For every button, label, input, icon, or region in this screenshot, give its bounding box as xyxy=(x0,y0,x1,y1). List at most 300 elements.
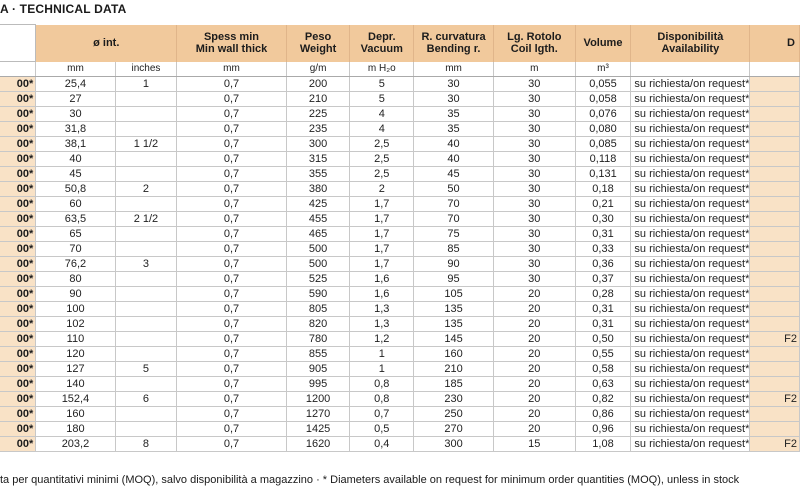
coil-length-cell: 30 xyxy=(493,227,575,242)
wall-thickness-cell: 0,7 xyxy=(177,242,287,257)
volume-cell: 0,058 xyxy=(575,92,631,107)
volume-cell: 0,50 xyxy=(575,332,631,347)
diameter-mm-cell: 100 xyxy=(36,302,115,317)
volume-cell: 0,076 xyxy=(575,107,631,122)
weight-cell: 225 xyxy=(286,107,350,122)
diameter-inches-cell xyxy=(115,107,177,122)
wall-thickness-cell: 0,7 xyxy=(177,332,287,347)
wall-thickness-cell: 0,7 xyxy=(177,422,287,437)
bending-radius-cell: 70 xyxy=(414,212,494,227)
row-code-cell: 00* xyxy=(0,437,36,452)
wall-thickness-cell: 0,7 xyxy=(177,362,287,377)
last-column-cell xyxy=(750,182,800,197)
diameter-mm-cell: 40 xyxy=(36,152,115,167)
volume-cell: 0,18 xyxy=(575,182,631,197)
bending-radius-cell: 40 xyxy=(414,152,494,167)
row-code-cell: 00* xyxy=(0,377,36,392)
table-row xyxy=(0,167,800,182)
diameter-mm-cell: 180 xyxy=(36,422,115,437)
bending-radius-cell: 185 xyxy=(414,377,494,392)
volume-cell: 0,33 xyxy=(575,242,631,257)
header-bending-radius: R. curvatura Bending r. xyxy=(414,25,494,62)
coil-length-cell: 20 xyxy=(493,407,575,422)
last-column-cell xyxy=(750,422,800,437)
weight-cell: 995 xyxy=(286,377,350,392)
weight-cell: 300 xyxy=(286,137,350,152)
bending-radius-cell: 40 xyxy=(414,137,494,152)
coil-length-cell: 30 xyxy=(493,182,575,197)
coil-length-cell: 30 xyxy=(493,167,575,182)
wall-thickness-cell: 0,7 xyxy=(177,167,287,182)
weight-cell: 1425 xyxy=(286,422,350,437)
unit-coil: m xyxy=(493,62,575,77)
weight-cell: 210 xyxy=(286,92,350,107)
table-row xyxy=(0,107,800,122)
table-row xyxy=(0,137,800,152)
availability-cell: su richiesta/on request* xyxy=(631,257,750,272)
table-row xyxy=(0,197,800,212)
vacuum-cell: 1,7 xyxy=(350,242,414,257)
table-header-row xyxy=(0,25,800,62)
volume-cell: 0,31 xyxy=(575,227,631,242)
unit-vacuum: m H₂o xyxy=(350,62,414,77)
diameter-mm-cell: 90 xyxy=(36,287,115,302)
vacuum-cell: 1,7 xyxy=(350,257,414,272)
bending-radius-cell: 160 xyxy=(414,347,494,362)
units-row xyxy=(0,62,800,77)
header-wall-thickness: Spess min Min wall thick xyxy=(177,25,287,62)
weight-cell: 1270 xyxy=(286,407,350,422)
weight-cell: 905 xyxy=(286,362,350,377)
last-column-cell xyxy=(750,137,800,152)
row-code-cell: 00* xyxy=(0,287,36,302)
weight-cell: 1200 xyxy=(286,392,350,407)
row-code-cell: 00* xyxy=(0,227,36,242)
diameter-inches-cell: 1 xyxy=(115,77,177,92)
bending-radius-cell: 50 xyxy=(414,182,494,197)
availability-cell: su richiesta/on request* xyxy=(631,347,750,362)
unit-code-blank xyxy=(0,62,36,77)
table-row xyxy=(0,362,800,377)
weight-cell: 380 xyxy=(286,182,350,197)
diameter-inches-cell xyxy=(115,227,177,242)
coil-length-cell: 30 xyxy=(493,137,575,152)
diameter-mm-cell: 31,8 xyxy=(36,122,115,137)
last-column-cell: F2 xyxy=(750,332,800,347)
vacuum-cell: 1,3 xyxy=(350,317,414,332)
wall-thickness-cell: 0,7 xyxy=(177,257,287,272)
wall-thickness-cell: 0,7 xyxy=(177,122,287,137)
last-column-cell xyxy=(750,362,800,377)
weight-cell: 455 xyxy=(286,212,350,227)
bending-radius-cell: 270 xyxy=(414,422,494,437)
diameter-mm-cell: 30 xyxy=(36,107,115,122)
availability-cell: su richiesta/on request* xyxy=(631,362,750,377)
coil-length-cell: 30 xyxy=(493,242,575,257)
wall-thickness-cell: 0,7 xyxy=(177,287,287,302)
technical-data-table xyxy=(0,24,800,452)
wall-thickness-cell: 0,7 xyxy=(177,137,287,152)
vacuum-cell: 1 xyxy=(350,347,414,362)
vacuum-cell: 1 xyxy=(350,362,414,377)
wall-thickness-cell: 0,7 xyxy=(177,152,287,167)
volume-cell: 0,82 xyxy=(575,392,631,407)
header-coil-length: Lg. Rotolo Coil lgth. xyxy=(493,25,575,62)
vacuum-cell: 4 xyxy=(350,122,414,137)
table-row xyxy=(0,227,800,242)
vacuum-cell: 1,7 xyxy=(350,227,414,242)
last-column-cell: F2 xyxy=(750,437,800,452)
weight-cell: 355 xyxy=(286,167,350,182)
row-code-cell: 00* xyxy=(0,152,36,167)
availability-cell: su richiesta/on request* xyxy=(631,167,750,182)
availability-cell: su richiesta/on request* xyxy=(631,92,750,107)
diameter-mm-cell: 70 xyxy=(36,242,115,257)
diameter-mm-cell: 127 xyxy=(36,362,115,377)
coil-length-cell: 20 xyxy=(493,362,575,377)
availability-cell: su richiesta/on request* xyxy=(631,152,750,167)
coil-length-cell: 30 xyxy=(493,212,575,227)
bending-radius-cell: 95 xyxy=(414,272,494,287)
last-column-cell xyxy=(750,122,800,137)
diameter-inches-cell xyxy=(115,347,177,362)
availability-cell: su richiesta/on request* xyxy=(631,137,750,152)
diameter-mm-cell: 38,1 xyxy=(36,137,115,152)
wall-thickness-cell: 0,7 xyxy=(177,107,287,122)
wall-thickness-cell: 0,7 xyxy=(177,212,287,227)
last-column-cell xyxy=(750,107,800,122)
diameter-mm-cell: 50,8 xyxy=(36,182,115,197)
availability-cell: su richiesta/on request* xyxy=(631,107,750,122)
row-code-cell: 00* xyxy=(0,242,36,257)
header-code-blank xyxy=(0,25,36,62)
table-row xyxy=(0,317,800,332)
row-code-cell: 00* xyxy=(0,182,36,197)
bending-radius-cell: 45 xyxy=(414,167,494,182)
availability-cell: su richiesta/on request* xyxy=(631,212,750,227)
diameter-inches-cell xyxy=(115,152,177,167)
diameter-mm-cell: 152,4 xyxy=(36,392,115,407)
volume-cell: 0,31 xyxy=(575,302,631,317)
bending-radius-cell: 70 xyxy=(414,197,494,212)
weight-cell: 500 xyxy=(286,257,350,272)
weight-cell: 805 xyxy=(286,302,350,317)
weight-cell: 500 xyxy=(286,242,350,257)
table-row xyxy=(0,92,800,107)
volume-cell: 0,86 xyxy=(575,407,631,422)
diameter-inches-cell xyxy=(115,332,177,347)
last-column-cell xyxy=(750,377,800,392)
diameter-inches-cell: 5 xyxy=(115,362,177,377)
weight-cell: 525 xyxy=(286,272,350,287)
diameter-mm-cell: 203,2 xyxy=(36,437,115,452)
vacuum-cell: 2,5 xyxy=(350,137,414,152)
volume-cell: 0,55 xyxy=(575,347,631,362)
wall-thickness-cell: 0,7 xyxy=(177,302,287,317)
diameter-mm-cell: 140 xyxy=(36,377,115,392)
row-code-cell: 00* xyxy=(0,122,36,137)
volume-cell: 0,63 xyxy=(575,377,631,392)
bending-radius-cell: 230 xyxy=(414,392,494,407)
table-row xyxy=(0,212,800,227)
availability-cell: su richiesta/on request* xyxy=(631,317,750,332)
header-vacuum: Depr. Vacuum xyxy=(350,25,414,62)
bending-radius-cell: 105 xyxy=(414,287,494,302)
diameter-inches-cell xyxy=(115,302,177,317)
diameter-inches-cell xyxy=(115,317,177,332)
diameter-inches-cell: 2 xyxy=(115,182,177,197)
wall-thickness-cell: 0,7 xyxy=(177,392,287,407)
table-row xyxy=(0,347,800,362)
row-code-cell: 00* xyxy=(0,317,36,332)
weight-cell: 465 xyxy=(286,227,350,242)
wall-thickness-cell: 0,7 xyxy=(177,92,287,107)
vacuum-cell: 0,8 xyxy=(350,392,414,407)
table-row xyxy=(0,392,800,407)
vacuum-cell: 0,7 xyxy=(350,407,414,422)
row-code-cell: 00* xyxy=(0,77,36,92)
vacuum-cell: 0,5 xyxy=(350,422,414,437)
unit-weight: g/m xyxy=(286,62,350,77)
availability-cell: su richiesta/on request* xyxy=(631,332,750,347)
diameter-mm-cell: 110 xyxy=(36,332,115,347)
coil-length-cell: 30 xyxy=(493,107,575,122)
page-title: A · TECHNICAL DATA xyxy=(0,2,127,16)
row-code-cell: 00* xyxy=(0,347,36,362)
vacuum-cell: 0,8 xyxy=(350,377,414,392)
volume-cell: 0,085 xyxy=(575,137,631,152)
bending-radius-cell: 30 xyxy=(414,77,494,92)
wall-thickness-cell: 0,7 xyxy=(177,347,287,362)
coil-length-cell: 20 xyxy=(493,377,575,392)
diameter-mm-cell: 80 xyxy=(36,272,115,287)
availability-cell: su richiesta/on request* xyxy=(631,182,750,197)
bending-radius-cell: 300 xyxy=(414,437,494,452)
last-column-cell xyxy=(750,212,800,227)
diameter-inches-cell xyxy=(115,407,177,422)
volume-cell: 0,131 xyxy=(575,167,631,182)
row-code-cell: 00* xyxy=(0,332,36,347)
bending-radius-cell: 210 xyxy=(414,362,494,377)
volume-cell: 0,30 xyxy=(575,212,631,227)
availability-cell: su richiesta/on request* xyxy=(631,122,750,137)
diameter-inches-cell xyxy=(115,287,177,302)
wall-thickness-cell: 0,7 xyxy=(177,227,287,242)
row-code-cell: 00* xyxy=(0,212,36,227)
row-code-cell: 00* xyxy=(0,92,36,107)
diameter-mm-cell: 65 xyxy=(36,227,115,242)
last-column-cell xyxy=(750,347,800,362)
row-code-cell: 00* xyxy=(0,137,36,152)
diameter-inches-cell xyxy=(115,377,177,392)
last-column-cell xyxy=(750,407,800,422)
availability-cell: su richiesta/on request* xyxy=(631,422,750,437)
table-row xyxy=(0,122,800,137)
wall-thickness-cell: 0,7 xyxy=(177,437,287,452)
row-code-cell: 00* xyxy=(0,362,36,377)
wall-thickness-cell: 0,7 xyxy=(177,77,287,92)
last-column-cell xyxy=(750,197,800,212)
availability-cell: su richiesta/on request* xyxy=(631,242,750,257)
volume-cell: 0,080 xyxy=(575,122,631,137)
coil-length-cell: 30 xyxy=(493,197,575,212)
diameter-mm-cell: 160 xyxy=(36,407,115,422)
coil-length-cell: 20 xyxy=(493,347,575,362)
diameter-inches-cell: 8 xyxy=(115,437,177,452)
vacuum-cell: 5 xyxy=(350,77,414,92)
vacuum-cell: 1,2 xyxy=(350,332,414,347)
diameter-inches-cell xyxy=(115,197,177,212)
coil-length-cell: 30 xyxy=(493,92,575,107)
row-code-cell: 00* xyxy=(0,302,36,317)
availability-cell: su richiesta/on request* xyxy=(631,287,750,302)
coil-length-cell: 20 xyxy=(493,302,575,317)
bending-radius-cell: 135 xyxy=(414,317,494,332)
last-column-cell xyxy=(750,167,800,182)
volume-cell: 0,118 xyxy=(575,152,631,167)
diameter-mm-cell: 120 xyxy=(36,347,115,362)
row-code-cell: 00* xyxy=(0,257,36,272)
wall-thickness-cell: 0,7 xyxy=(177,182,287,197)
unit-volume: m³ xyxy=(575,62,631,77)
diameter-inches-cell: 1 1/2 xyxy=(115,137,177,152)
diameter-inches-cell xyxy=(115,122,177,137)
diameter-mm-cell: 27 xyxy=(36,92,115,107)
volume-cell: 1,08 xyxy=(575,437,631,452)
coil-length-cell: 30 xyxy=(493,122,575,137)
volume-cell: 0,055 xyxy=(575,77,631,92)
coil-length-cell: 20 xyxy=(493,287,575,302)
last-column-cell xyxy=(750,152,800,167)
row-code-cell: 00* xyxy=(0,422,36,437)
last-column-cell xyxy=(750,242,800,257)
bending-radius-cell: 85 xyxy=(414,242,494,257)
unit-last-blank xyxy=(750,62,800,77)
last-column-cell xyxy=(750,287,800,302)
header-availability: Disponibilità Availability xyxy=(631,25,750,62)
diameter-inches-cell: 3 xyxy=(115,257,177,272)
vacuum-cell: 0,4 xyxy=(350,437,414,452)
coil-length-cell: 30 xyxy=(493,152,575,167)
coil-length-cell: 30 xyxy=(493,257,575,272)
diameter-mm-cell: 25,4 xyxy=(36,77,115,92)
weight-cell: 780 xyxy=(286,332,350,347)
volume-cell: 0,21 xyxy=(575,197,631,212)
table-row xyxy=(0,332,800,347)
bending-radius-cell: 145 xyxy=(414,332,494,347)
coil-length-cell: 30 xyxy=(493,77,575,92)
vacuum-cell: 4 xyxy=(350,107,414,122)
table-row xyxy=(0,182,800,197)
wall-thickness-cell: 0,7 xyxy=(177,272,287,287)
bending-radius-cell: 35 xyxy=(414,122,494,137)
bending-radius-cell: 90 xyxy=(414,257,494,272)
table-row xyxy=(0,242,800,257)
availability-cell: su richiesta/on request* xyxy=(631,77,750,92)
volume-cell: 0,36 xyxy=(575,257,631,272)
bending-radius-cell: 75 xyxy=(414,227,494,242)
vacuum-cell: 1,6 xyxy=(350,287,414,302)
availability-cell: su richiesta/on request* xyxy=(631,407,750,422)
wall-thickness-cell: 0,7 xyxy=(177,317,287,332)
volume-cell: 0,96 xyxy=(575,422,631,437)
vacuum-cell: 1,6 xyxy=(350,272,414,287)
table-row xyxy=(0,377,800,392)
coil-length-cell: 30 xyxy=(493,272,575,287)
diameter-inches-cell xyxy=(115,272,177,287)
diameter-inches-cell xyxy=(115,242,177,257)
bending-radius-cell: 135 xyxy=(414,302,494,317)
last-column-cell xyxy=(750,257,800,272)
diameter-mm-cell: 45 xyxy=(36,167,115,182)
diameter-mm-cell: 60 xyxy=(36,197,115,212)
availability-cell: su richiesta/on request* xyxy=(631,437,750,452)
volume-cell: 0,58 xyxy=(575,362,631,377)
diameter-inches-cell xyxy=(115,422,177,437)
bending-radius-cell: 250 xyxy=(414,407,494,422)
vacuum-cell: 2,5 xyxy=(350,152,414,167)
availability-cell: su richiesta/on request* xyxy=(631,392,750,407)
weight-cell: 425 xyxy=(286,197,350,212)
header-internal-diameter: ø int. xyxy=(36,25,177,62)
last-column-cell xyxy=(750,272,800,287)
diameter-inches-cell: 2 1/2 xyxy=(115,212,177,227)
diameter-mm-cell: 76,2 xyxy=(36,257,115,272)
availability-cell: su richiesta/on request* xyxy=(631,197,750,212)
table-row xyxy=(0,272,800,287)
table-row xyxy=(0,77,800,92)
weight-cell: 855 xyxy=(286,347,350,362)
row-code-cell: 00* xyxy=(0,272,36,287)
header-last-column: D xyxy=(750,25,800,62)
table-row xyxy=(0,287,800,302)
unit-inches: inches xyxy=(115,62,177,77)
last-column-cell xyxy=(750,227,800,242)
diameter-mm-cell: 63,5 xyxy=(36,212,115,227)
weight-cell: 820 xyxy=(286,317,350,332)
coil-length-cell: 20 xyxy=(493,422,575,437)
row-code-cell: 00* xyxy=(0,392,36,407)
vacuum-cell: 1,7 xyxy=(350,212,414,227)
row-code-cell: 00* xyxy=(0,167,36,182)
row-code-cell: 00* xyxy=(0,197,36,212)
table-row xyxy=(0,422,800,437)
footnote: ta per quantitativi minimi (MOQ), salvo disponibilità a magazzino · * Diameters available on request for minimum order quantities (MOQ), unless in stock xyxy=(0,474,740,486)
unit-thickness: mm xyxy=(177,62,287,77)
availability-cell: su richiesta/on request* xyxy=(631,227,750,242)
availability-cell: su richiesta/on request* xyxy=(631,302,750,317)
row-code-cell: 00* xyxy=(0,107,36,122)
diameter-inches-cell xyxy=(115,92,177,107)
vacuum-cell: 1,3 xyxy=(350,302,414,317)
coil-length-cell: 15 xyxy=(493,437,575,452)
last-column-cell xyxy=(750,77,800,92)
vacuum-cell: 2,5 xyxy=(350,167,414,182)
bending-radius-cell: 30 xyxy=(414,92,494,107)
last-column-cell xyxy=(750,317,800,332)
table-row xyxy=(0,437,800,452)
unit-mm: mm xyxy=(36,62,115,77)
volume-cell: 0,37 xyxy=(575,272,631,287)
vacuum-cell: 1,7 xyxy=(350,197,414,212)
coil-length-cell: 20 xyxy=(493,392,575,407)
table-row xyxy=(0,407,800,422)
availability-cell: su richiesta/on request* xyxy=(631,377,750,392)
volume-cell: 0,31 xyxy=(575,317,631,332)
wall-thickness-cell: 0,7 xyxy=(177,377,287,392)
bending-radius-cell: 35 xyxy=(414,107,494,122)
weight-cell: 1620 xyxy=(286,437,350,452)
